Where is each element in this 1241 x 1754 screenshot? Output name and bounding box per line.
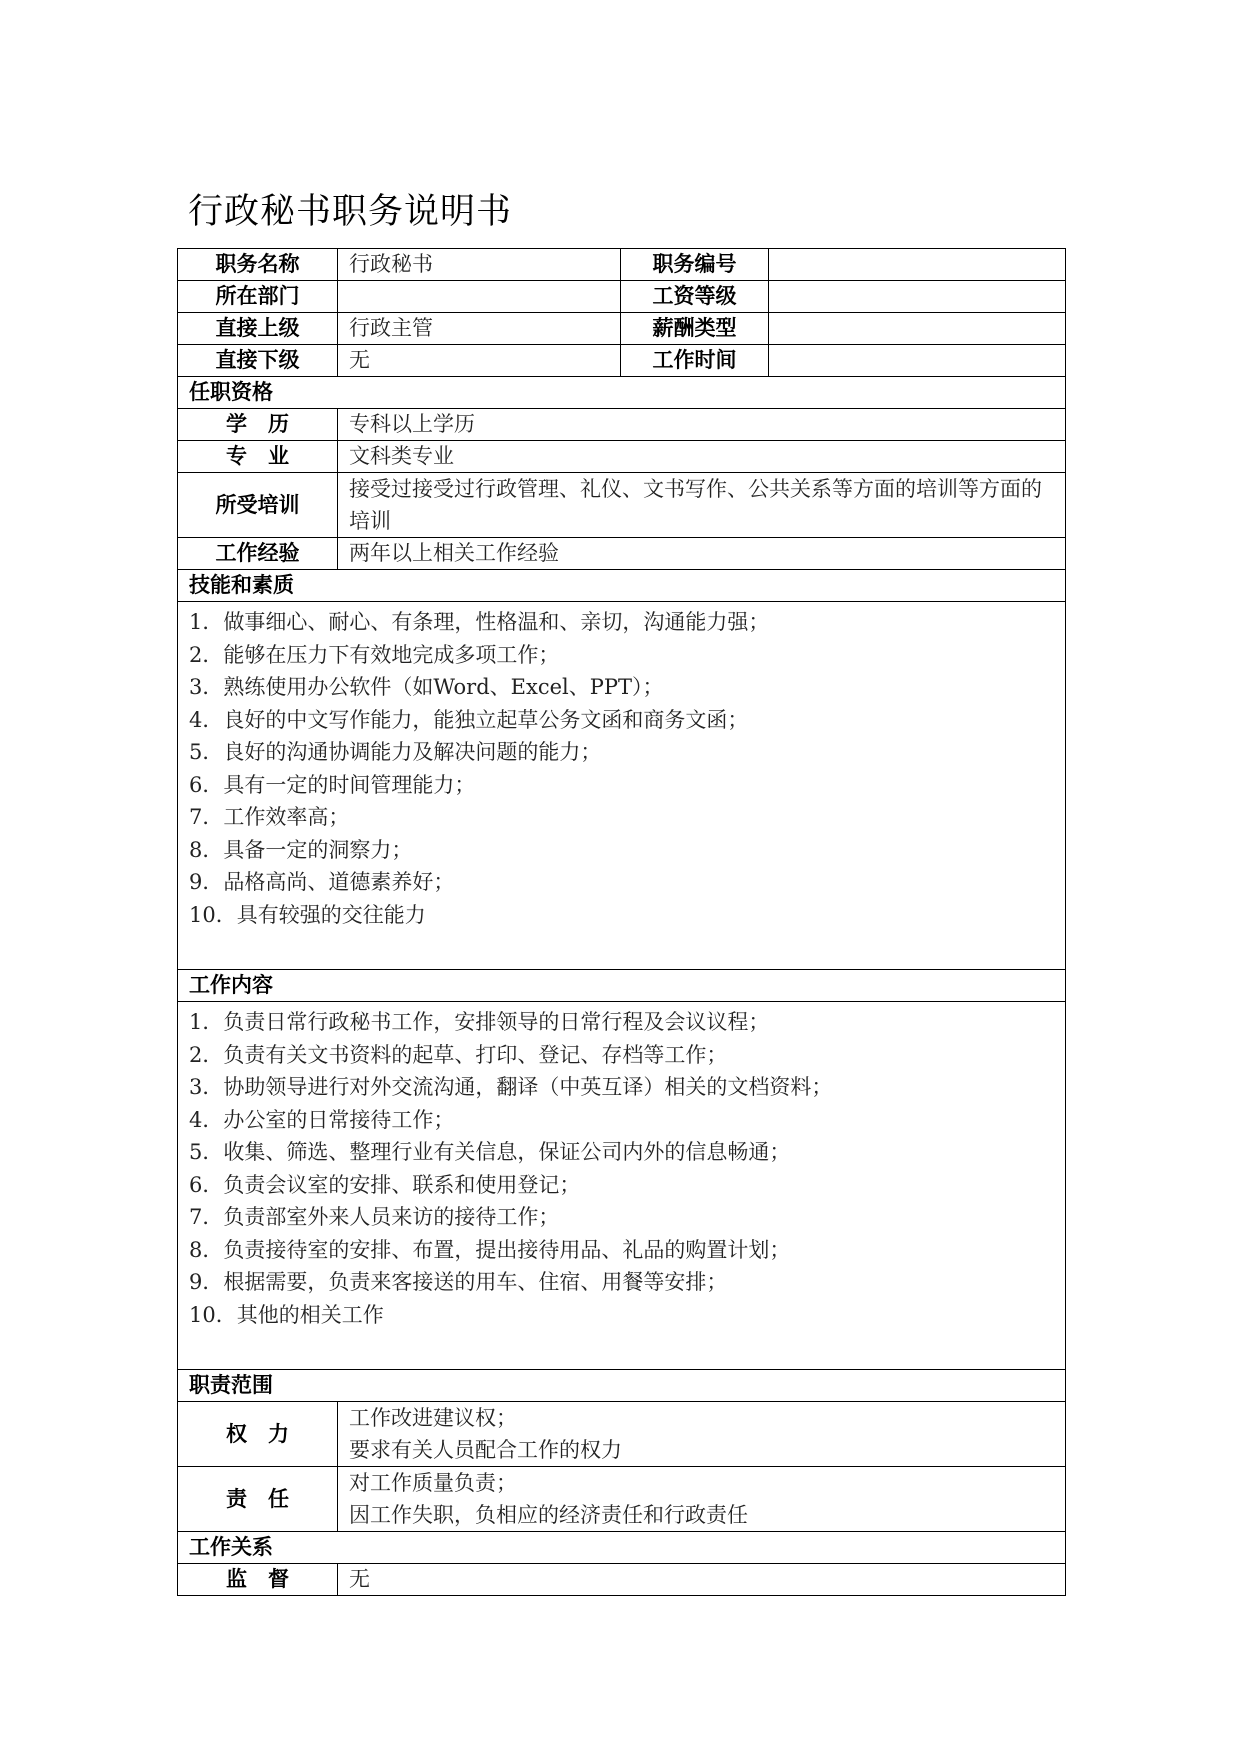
row-training	[178, 473, 1066, 538]
qualifications-heading: 任职资格	[178, 377, 1066, 409]
list-item: 3．熟练使用办公软件（如Word、Excel、PPT）；	[189, 675, 664, 699]
training-label: 所受培训	[178, 473, 338, 538]
row-job-name	[178, 249, 1066, 281]
job-name-label: 职务名称	[178, 249, 338, 281]
row-subordinate	[178, 345, 1066, 377]
authority-line: 工作改进建议权；	[349, 1406, 517, 1430]
list-item: 1．负责日常行政秘书工作，安排领导的日常行程及会议议程；	[189, 1010, 770, 1034]
row-superior	[178, 313, 1066, 345]
job-code-label: 职务编号	[621, 249, 769, 281]
document-title: 行政秘书职务说明书	[188, 192, 513, 232]
row-department	[178, 281, 1066, 313]
duties-list	[178, 1002, 1066, 1370]
skills-list	[178, 602, 1066, 970]
row-skills-list	[178, 602, 1066, 970]
list-item: 6．负责会议室的安排、联系和使用登记；	[189, 1172, 581, 1197]
work-time-label: 工作时间	[621, 345, 769, 377]
section-skills	[178, 570, 1066, 602]
responsibility-line: 因工作失职，负相应的经济责任和行政责任	[349, 1503, 748, 1527]
work-time-value	[769, 345, 1066, 377]
list-item: 7．负责部室外来人员来访的接待工作；	[189, 1205, 560, 1229]
section-relations	[178, 1532, 1066, 1564]
list-item: 6．具有一定的时间管理能力；	[189, 772, 476, 797]
experience-value: 两年以上相关工作经验	[338, 538, 1066, 570]
experience-label: 工作经验	[178, 538, 338, 570]
row-education	[178, 409, 1066, 441]
superior-label: 直接上级	[178, 313, 338, 345]
responsibility-line: 对工作质量负责；	[349, 1471, 517, 1495]
authority-label: 权 力	[178, 1402, 338, 1467]
row-authority	[178, 1402, 1066, 1467]
authority-line: 要求有关人员配合工作的权力	[349, 1438, 622, 1462]
list-item: 8．负责接待室的安排、布置，提出接待用品、礼品的购置计划；	[189, 1237, 791, 1262]
training-value: 接受过接受过行政管理、礼仪、文书写作、公共关系等方面的培训等方面的培训	[338, 473, 1066, 538]
education-value: 专科以上学历	[338, 409, 1066, 441]
list-item: 9．品格高尚、道德素养好；	[189, 870, 455, 894]
row-duties-list	[178, 1002, 1066, 1370]
row-responsibility	[178, 1467, 1066, 1532]
list-item: 10．具有较强的交往能力	[189, 902, 426, 927]
subordinate-label: 直接下级	[178, 345, 338, 377]
row-experience	[178, 538, 1066, 570]
responsibility-label: 责 任	[178, 1467, 338, 1532]
pay-type-value	[769, 313, 1066, 345]
section-duties	[178, 970, 1066, 1002]
duties-heading: 工作内容	[178, 970, 1066, 1002]
row-major	[178, 441, 1066, 473]
job-code-value	[769, 249, 1066, 281]
list-item: 1．做事细心、耐心、有条理，性格温和、亲切，沟通能力强；	[189, 610, 770, 634]
list-item: 2．能够在压力下有效地完成多项工作；	[189, 642, 560, 667]
row-supervise	[178, 1564, 1066, 1596]
list-item: 2．负责有关文书资料的起草、打印、登记、存档等工作；	[189, 1042, 728, 1067]
responsibility-value	[338, 1467, 1066, 1532]
authority-value	[338, 1402, 1066, 1467]
subordinate-value: 无	[338, 345, 621, 377]
job-name-value: 行政秘书	[338, 249, 621, 281]
list-item: 5．收集、筛选、整理行业有关信息，保证公司内外的信息畅通；	[189, 1140, 791, 1164]
list-item: 3．协助领导进行对外交流沟通，翻译（中英互译）相关的文档资料；	[189, 1075, 833, 1099]
major-value: 文科类专业	[338, 441, 1066, 473]
relations-heading: 工作关系	[178, 1532, 1066, 1564]
list-item: 4．办公室的日常接待工作；	[189, 1107, 455, 1132]
list-item: 8．具备一定的洞察力；	[189, 837, 413, 862]
job-description-table	[177, 248, 1066, 1596]
scope-heading: 职责范围	[178, 1370, 1066, 1402]
supervise-label: 监 督	[178, 1564, 338, 1596]
section-scope	[178, 1370, 1066, 1402]
education-label: 学 历	[178, 409, 338, 441]
salary-grade-label: 工资等级	[621, 281, 769, 313]
list-item: 10．其他的相关工作	[189, 1302, 384, 1327]
department-value	[338, 281, 621, 313]
list-item: 9．根据需要，负责来客接送的用车、住宿、用餐等安排；	[189, 1270, 728, 1294]
major-label: 专 业	[178, 441, 338, 473]
department-label: 所在部门	[178, 281, 338, 313]
superior-value: 行政主管	[338, 313, 621, 345]
supervise-value: 无	[338, 1564, 1066, 1596]
list-item: 5．良好的沟通协调能力及解决问题的能力；	[189, 740, 602, 764]
salary-grade-value	[769, 281, 1066, 313]
list-item: 4．良好的中文写作能力，能独立起草公务文函和商务文函；	[189, 707, 749, 732]
section-qualifications	[178, 377, 1066, 409]
skills-heading: 技能和素质	[178, 570, 1066, 602]
list-item: 7．工作效率高；	[189, 805, 350, 829]
pay-type-label: 薪酬类型	[621, 313, 769, 345]
